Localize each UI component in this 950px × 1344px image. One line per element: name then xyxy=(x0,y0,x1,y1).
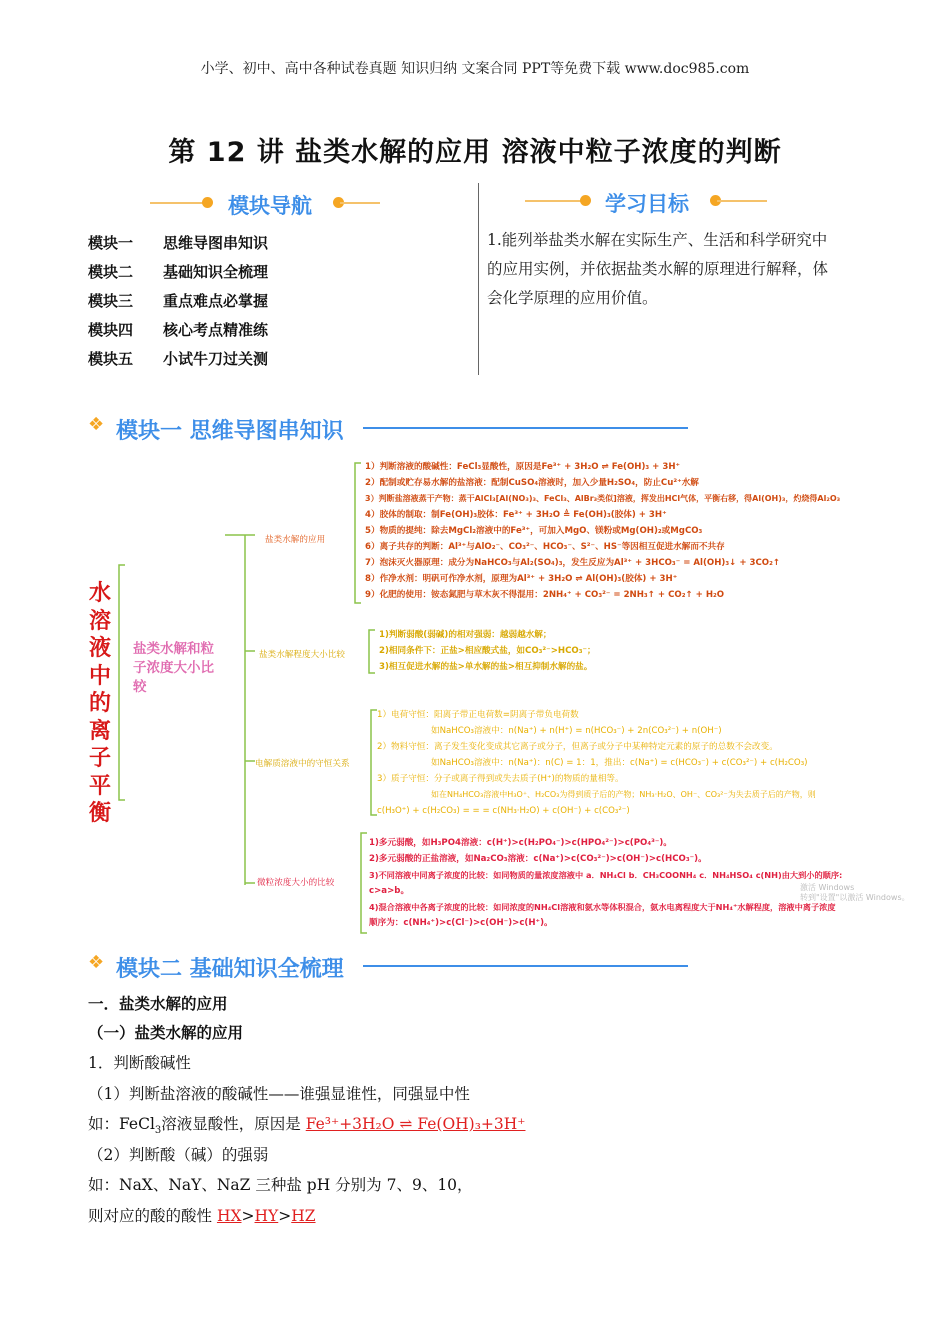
module1-header xyxy=(88,414,698,444)
page-header: 小学、初中、高中各种试卷真题 知识归纳 文案合同 PPT等免费下载 www.doc985.com xyxy=(200,61,750,77)
branch-label: 微粒浓度大小的比较 xyxy=(257,878,335,888)
answer-text: HY xyxy=(254,1207,279,1225)
paragraph: 如：FeCl$_3$溶液显酸性，原因是 Fe³⁺+3H₂O ⇌ Fe(OH)₃+3H⁺ xyxy=(88,1115,526,1137)
nav-item[interactable]: 模块五 小试牛刀过关测 xyxy=(88,350,269,368)
goals-heading-decor xyxy=(525,188,775,214)
double-chevron-icon: ❖ xyxy=(88,414,105,435)
nav-item[interactable]: 模块三 重点难点必掌握 xyxy=(88,292,269,310)
nav-item[interactable]: 模块四 核心考点精准练 xyxy=(88,321,269,339)
branch-items: 1)判断弱酸(弱碱)的相对强弱：越弱越水解； 2)相同条件下：正盐>相应酸式盐，如CO₃²⁻>HCO₃⁻； 3)相互促进水解的盐>单水解的盐>相互抑制水解的盐。 xyxy=(379,630,596,672)
paragraph: 如：NaX、NaY、NaZ 三种盐 pH 分别为 7、9、10， xyxy=(88,1176,473,1194)
branch-label: 电解质溶液中的守恒关系 xyxy=(255,759,350,769)
module2-title: 模块二 基础知识全梳理 xyxy=(116,957,344,982)
branch-label: 盐类水解程度大小比较 xyxy=(259,650,345,660)
mindmap-root: 水 溶 液 中 的 离 子 平 衡 xyxy=(88,581,111,826)
nav-heading-decor xyxy=(150,190,380,216)
mindmap-center: 盐类水解和粒 子浓度大小比 较 xyxy=(133,641,214,695)
module2-header xyxy=(88,952,698,982)
nav-heading: 模块导航 xyxy=(228,194,312,218)
double-chevron-icon: ❖ xyxy=(88,952,105,973)
nav-list xyxy=(88,232,388,377)
paragraph: （1）判断盐溶液的酸碱性——谁强显谁性，同强显中性 xyxy=(88,1085,470,1103)
page-title: 第 12 讲 盐类水解的应用 溶液中粒子浓度的判断 xyxy=(168,137,782,168)
answer-text: HX xyxy=(216,1207,242,1225)
subsection-heading: （一）盐类水解的应用 xyxy=(88,1024,244,1042)
nav-item[interactable]: 模块一 思维导图串知识 xyxy=(88,234,269,252)
branch-label: 盐类水解的应用 xyxy=(265,535,326,545)
paragraph: （2）判断酸（碱）的强弱 xyxy=(88,1146,269,1164)
paragraph: 则对应的酸的酸性 HX>HY>HZ xyxy=(88,1207,316,1225)
branch-items: 1）判断溶液的酸碱性：FeCl₃显酸性，原因是Fe³⁺ + 3H₂O ⇌ Fe(OH)₃ + 3H⁺ 2）配制或贮存易水解的盐溶液：配制CuSO₄溶液时，加入少量H₂SO₄，防止Cu²⁺水解 3）判断盐溶液蒸干产物：蒸干AlCl₃[Al(NO₃)₃、FeCl₃、AlBr₃类似]溶液，挥发出HCl气体，平衡右移，得Al(OH)₃，灼烧得Al₂O₃ 4）胶体的制取：制Fe(OH)₃胶体：Fe³⁺ + 3H₂O ≜ Fe(OH)₃(胶体) + 3H⁺ 5）物质的提纯：除去MgCl₂溶液中的Fe³⁺，可加入MgO、镁粉或Mg(OH)₂或MgCO₃ 6）离子共存的判断：Al³⁺与AlO₂⁻、CO₃²⁻、HCO₃⁻、S²⁻、HS⁻等因相互促进水解而不共存 7）泡沫灭火器原理：成分为NaHCO₃与Al₂(SO₄)₃，发生反应为Al³⁺ + 3HCO₃⁻ = Al(OH)₃↓ + 3CO₂↑ 8）作净水剂：明矾可作净水剂，原理为Al³⁺ + 3H₂O ⇌ Al(OH)₃(胶体) + 3H⁺ 9）化肥的使用：铵态氮肥与草木灰不得混用：2NH₄⁺ + CO₃²⁻ = 2NH₃↑ + CO₂↑ + H₂O xyxy=(365,462,841,600)
paragraph: 1．判断酸碱性 xyxy=(88,1054,191,1072)
windows-watermark: 激活 Windows 转到"设置"以激活 Windows。 xyxy=(800,883,910,902)
answer-text: HZ xyxy=(291,1207,316,1225)
module1-title: 模块一 思维导图串知识 xyxy=(116,419,344,444)
goals-heading: 学习目标 xyxy=(605,192,689,216)
branch-items: 1）电荷守恒：阳离子带正电荷数=阴离子带负电荷数 如NaHCO₃溶液中：n(Na⁺) + n(H⁺) = n(HCO₃⁻) + 2n(CO₃²⁻) + n(OH⁻) 2）物料守恒：离子发生变化变成其它离子或分子，但离子或分子中某种特定元素的原子的总数不会改变。 如NaHCO₃溶液中：n(Na⁺)：n(C) = 1：1，推出：c(Na⁺) = c(HCO₃⁻) + c(CO₃²⁻) + c(H₂CO₃) 3）质子守恒：分子或离子得到或失去质子(H⁺)的物质的量相等。 如在NH₄HCO₃溶液中H₃O⁺、H₂CO₃为得到质子后的产物；NH₃·H₂O、OH⁻、CO₃²⁻为失去质子后的产物，则 c(H₃O⁺) + c(H₂CO₃) = = = c(NH₃·H₂O) + c(OH⁻) + c(CO₃²⁻) xyxy=(377,710,816,816)
answer-text: Fe³⁺+3H₂O ⇌ Fe(OH)₃+3H⁺ xyxy=(305,1115,526,1133)
section-heading: 一．盐类水解的应用 xyxy=(88,995,228,1013)
column-divider xyxy=(478,183,479,375)
nav-item[interactable]: 模块二 基础知识全梳理 xyxy=(88,263,269,281)
branch-items: 1)多元弱酸，如H₃PO4溶液：c(H⁺)>c(H₂PO₄⁻)>c(HPO₄²⁻)>c(PO₄³⁻)。 2)多元弱酸的正盐溶液，如Na₂CO₃溶液：c(Na⁺)>c(CO₃²⁻)>c(OH⁻)>c(HCO₃⁻)。 3)不同溶液中同离子浓度的比较：如同物质的量浓度溶液中 a．NH₄Cl b．CH₃COONH₄ c．NH₄HSO₄ c(NH)由大到小的顺序: c>a>b。 4)混合溶液中各离子浓度的比较：如同浓度的NH₄Cl溶液和氨水等体积混合，氨水电离程度大于NH₄⁺水解程度，溶液中离子浓度 顺序为：c(NH₄⁺)>c(Cl⁻)>c(OH⁻)>c(H⁺)。 xyxy=(369,838,843,928)
goals-text: 1.能列举盐类水解在实际生产、生活和科学研究中 的应用实例，并依据盐类水解的原理进行解释，体 会化学原理的应用价值。 xyxy=(487,231,829,307)
mindmap xyxy=(85,455,910,935)
